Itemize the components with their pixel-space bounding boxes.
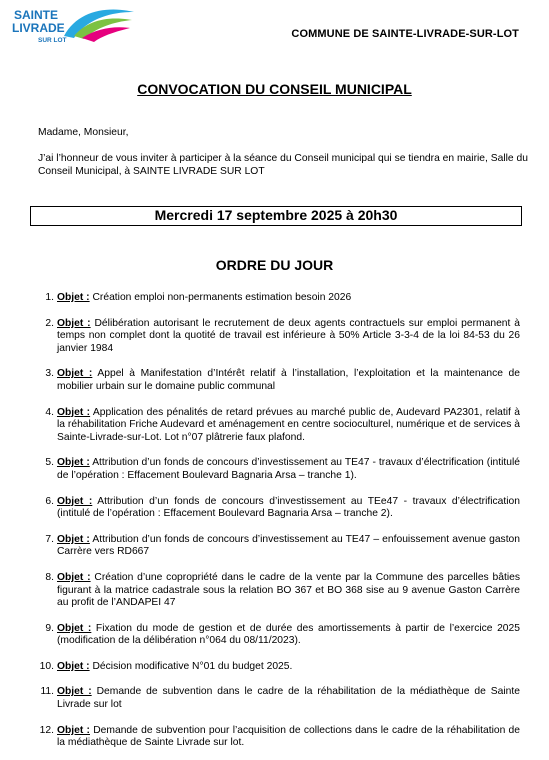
agenda-item-number: 5.: [45, 457, 54, 469]
agenda-item-text: Application des pénalités de retard prévues au marché public de, Audevard PA2301, relatif à la réhabilitation Friche Audevard et aménagement en centre socioculturel, numérique et de services à Sainte-Livrade-sur-Lot. Lot n°07 plâtrerie faux plafond.: [57, 406, 520, 443]
agenda-item-number: 4.: [45, 406, 54, 418]
agenda-item: [30, 534, 520, 559]
agenda-item-label: Objet :: [57, 495, 93, 507]
agenda-item-text: Attribution d’un fonds de concours d’investissement au TE47 - travaux d’électrification (intitulé de l’opération : Effacement Boulevard Bagnaria Arsa – tranche 1).: [57, 457, 520, 481]
greeting: Madame, Monsieur,: [38, 127, 129, 138]
agenda-item-text: Attribution d’un fonds de concours d’investissement au TE47 – enfouissement avenue gaston Carrère vers RD667: [57, 533, 521, 558]
agenda-item-label: Objet :: [57, 660, 90, 672]
sainte-livrade-logo: [8, 6, 136, 46]
agenda-item-text: Fixation du mode de gestion et de durée des amortissements à partir de l’exercice 2025 (modification de la délibération n°064 du 08/11/2023).: [57, 622, 520, 647]
logo-text-line-3: SUR LOT: [38, 37, 67, 44]
agenda-item: [30, 496, 520, 521]
agenda-item-label: Objet :: [57, 724, 90, 736]
agenda-item: [30, 368, 520, 393]
agenda-item-label: Objet :: [57, 368, 93, 380]
meeting-date-box: [30, 206, 522, 226]
agenda-item-number: 3.: [45, 368, 54, 380]
agenda-item-number: 11.: [40, 686, 54, 698]
agenda-item: [30, 318, 520, 356]
agenda-title: ORDRE DU JOUR: [215, 257, 334, 273]
agenda-item-label: Objet :: [57, 622, 92, 634]
agenda-item-text: Demande de subvention dans le cadre de la réhabilitation de la médiathèque de Sainte Livrade sur lot: [57, 686, 520, 711]
agenda-item-text: Délibération autorisant le recrutement de deux agents contractuels sur emploi permanent à temps non complet dont la quotité de travail est inférieure à 50% Article 3-3-4 de la loi 84-53 du 26 janvier 1984: [57, 317, 520, 354]
agenda-item-label: Objet :: [57, 317, 91, 329]
agenda-item-label: Objet :: [57, 571, 91, 583]
agenda-item-label: Objet :: [57, 686, 92, 698]
agenda-item-label: Objet :: [57, 292, 90, 303]
logo-text-line-1: SAINTE: [14, 8, 59, 22]
agenda-item-number: 10.: [39, 660, 54, 672]
document-title: CONVOCATION DU CONSEIL MUNICIPAL: [137, 81, 412, 97]
agenda-item-number: 1.: [45, 292, 54, 303]
agenda-item: [30, 661, 520, 674]
agenda-item-text: Décision modificative N°01 du budget 2025.: [92, 660, 293, 672]
agenda-item: [30, 623, 520, 648]
agenda-item: [30, 292, 520, 305]
agenda-item: [30, 572, 520, 610]
agenda-item-text: Création emploi non-permanents estimation besoin 2026: [92, 292, 352, 303]
agenda-item-text: Demande de subvention pour l’acquisition de collections dans le cadre de la réhabilitation de la médiathèque de Sainte Livrade sur lot.: [57, 724, 520, 749]
meeting-date: Mercredi 17 septembre 2025 à 20h30: [154, 207, 398, 223]
agenda-item-number: 12.: [39, 724, 54, 736]
agenda-item: [30, 457, 520, 482]
commune-name: COMMUNE DE SAINTE-LIVRADE-SUR-LOT: [291, 28, 519, 40]
agenda-item-number: 9.: [45, 622, 54, 634]
agenda-item-text: Appel à Manifestation d’Intérêt relatif à l’installation, l’exploitation et la maintenance de mobilier urbain sur le domaine public communal: [57, 368, 521, 392]
logo-text-line-2: LIVRADE: [12, 21, 65, 35]
agenda-list: [30, 292, 520, 750]
agenda-item: [30, 407, 520, 445]
agenda-item-text: Attribution d’un fonds de concours d’investissement au TEe47 - travaux d’électrification (intitulé de l’opération : Effacement Boulevard Bagnaria Arsa – tranche 2).: [57, 495, 520, 520]
agenda-item: [30, 686, 520, 711]
intro-paragraph: J’ai l’honneur de vous inviter à participer à la séance du Conseil municipal qui se tiendra en mairie, Salle du Conseil Municipal, à SAINTE LIVRADE SUR LOT: [38, 153, 528, 177]
agenda-item: [30, 725, 520, 750]
agenda-item-number: 2.: [45, 317, 54, 329]
agenda-item-label: Objet :: [57, 406, 91, 418]
agenda-item-number: 7.: [45, 533, 54, 545]
agenda-item-text: Création d’une copropriété dans le cadre de la vente par la Commune des parcelles bâties figurant à la matrice cadastrale sous la relation BO 367 et BO 368 sise au 9 avenue Gaston Carrère au profit de l’ANDAPEI 47: [57, 571, 520, 609]
agenda-item-label: Objet :: [57, 457, 90, 469]
agenda-item-number: 6.: [45, 495, 54, 507]
agenda-item-label: Objet :: [57, 533, 90, 545]
agenda-item-number: 8.: [45, 571, 54, 583]
